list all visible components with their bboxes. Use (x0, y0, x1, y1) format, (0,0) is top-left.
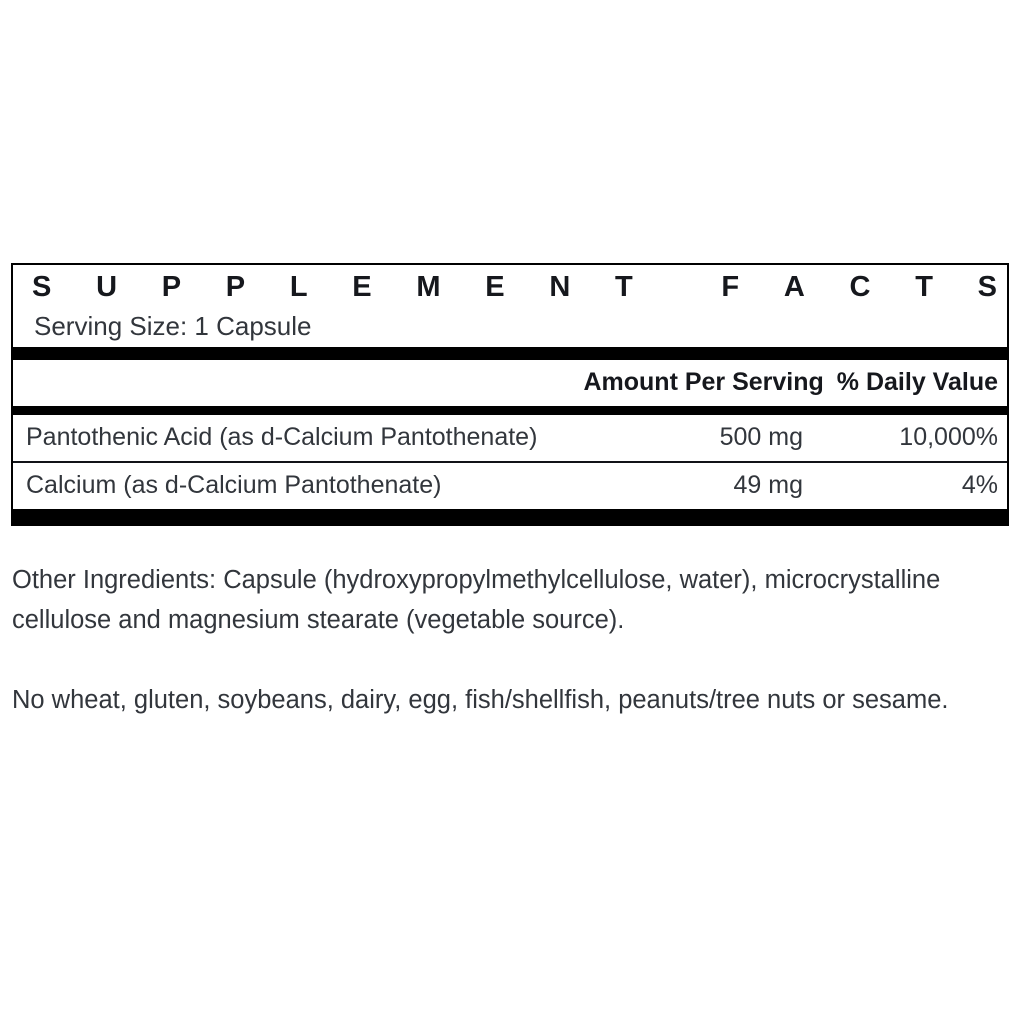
footnotes (12, 560, 997, 720)
title-letter: U (96, 271, 118, 303)
column-header-daily-value: % Daily Value (836, 368, 998, 397)
title-letter: T (614, 271, 633, 303)
title-letter: N (549, 271, 571, 303)
title-letter: T (915, 271, 933, 303)
other-ingredients-text: Other Ingredients: Capsule (hydroxypropylmethylcellulose, water), microcrystalline cellulose and magnesium stearate (vegetable source). (12, 566, 941, 634)
title-letter: E (485, 271, 505, 303)
nutrient-name: Calcium (as d-Calcium Pantothenate) (26, 471, 442, 500)
nutrient-daily-value: 4% (961, 471, 998, 500)
nutrient-daily-value: 10,000% (899, 423, 998, 452)
table-row (13, 415, 1007, 461)
title-letter: E (352, 271, 372, 303)
title-letter: P (225, 271, 246, 303)
column-header-row (13, 360, 1007, 406)
serving-size: Serving Size: 1 Capsule (34, 310, 312, 341)
panel-title (21, 271, 999, 303)
divider-thick-mid (13, 406, 1007, 415)
nutrient-amount: 49 mg (733, 471, 803, 500)
nutrient-name: Pantothenic Acid (as d-Calcium Pantothenate) (26, 423, 538, 452)
title-letter: F (721, 271, 740, 303)
title-letter: S (977, 271, 997, 303)
table-row (13, 461, 1007, 509)
nutrient-amount: 500 mg (719, 423, 803, 452)
column-header-amount: Amount Per Serving (583, 368, 824, 397)
allergen-statement-text: No wheat, gluten, soybeans, dairy, egg, fish/shellfish, peanuts/tree nuts or sesame. (12, 686, 949, 714)
title-letter: A (783, 271, 805, 303)
panel-header (13, 265, 1007, 347)
title-letter: S (32, 271, 52, 303)
divider-thick-top (13, 347, 1007, 360)
divider-thick-bottom (13, 509, 1007, 524)
title-letter: C (849, 271, 871, 303)
supplement-facts-panel (11, 263, 1009, 526)
title-letter: M (416, 271, 441, 303)
title-letter: P (161, 271, 182, 303)
title-letter: L (289, 271, 308, 303)
